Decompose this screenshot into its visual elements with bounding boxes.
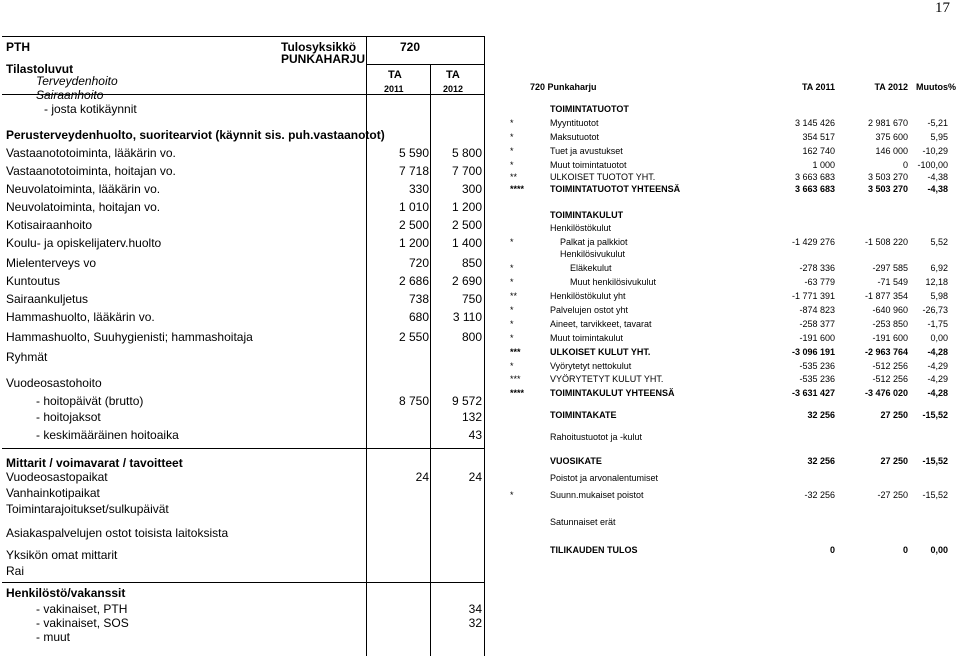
budget-row-c3: -26,73 [922, 305, 948, 315]
left-row-label: Neuvolatoiminta, lääkärin vo. [6, 182, 161, 196]
budget-row-c2: -71 549 [877, 277, 908, 287]
budget-row-c1: 162 740 [802, 146, 835, 156]
budget-row-c1: 0 [829, 545, 835, 555]
section-divider [2, 448, 485, 449]
budget-row-c2: 0 [902, 545, 908, 555]
left-row-label: Yksikön omat mittarit [6, 548, 118, 562]
left-row-label: Hammashuolto, lääkärin vo. [6, 310, 155, 324]
unit-code: 720 [400, 40, 421, 54]
left-row-label: - hoitojaksot [36, 410, 101, 424]
budget-row-label: VYÖRYTETYT KULUT YHT. [550, 374, 664, 384]
budget-row-label: Muut toimintatuotot [550, 160, 627, 170]
budget-row-label: Maksutuotot [550, 132, 600, 142]
budget-row-c2: 375 600 [875, 132, 908, 142]
left-row-label: Kuntoutus [6, 274, 61, 288]
budget-row-c1: -874 823 [799, 305, 835, 315]
budget-row-label: VUOSIKATE [550, 456, 602, 466]
budget-row-label: TOIMINTATUOTOT [550, 104, 629, 114]
budget-row-c1: -3 096 191 [791, 347, 835, 357]
budget-row-c3: 5,98 [930, 291, 948, 301]
budget-row-c3: -4,28 [927, 347, 948, 357]
budget-row-c1: -535 236 [799, 361, 835, 371]
budget-row-c2: -2 963 764 [864, 347, 908, 357]
budget-row-c3: 6,92 [930, 263, 948, 273]
left-row-ta2011: 680 [408, 310, 429, 324]
budget-row-c2: -3 476 020 [864, 388, 908, 398]
left-row-ta2012: 1 400 [451, 236, 482, 250]
budget-row-label: Aineet, tarvikkeet, tavarat [550, 319, 652, 329]
budget-row-c1: 3 145 426 [794, 118, 835, 128]
budget-row-c1: 3 663 683 [794, 184, 835, 194]
budget-row-c2: 2 981 670 [867, 118, 908, 128]
left-row-ta2012: 2 500 [451, 218, 482, 232]
budget-row-label: Suunn.mukaiset poistot [550, 490, 644, 500]
left-statistics-table [2, 36, 485, 656]
budget-row-c3: -100,00 [917, 160, 948, 170]
budget-row-c3: -4,29 [927, 374, 948, 384]
budget-row-c1: -535 236 [799, 374, 835, 384]
left-row-label: Vuodeosastohoito [6, 376, 102, 390]
left-row-ta2011: 720 [408, 256, 429, 270]
left-row-label: Vuodeosastopaikat [6, 470, 108, 484]
budget-row-c2: 3 503 270 [867, 172, 908, 182]
left-row-ta2012: 34 [468, 602, 482, 616]
budget-col1-header: TA 2011 [801, 82, 835, 92]
budget-row-marker: ** [510, 291, 518, 301]
budget-row-marker: * [510, 146, 514, 156]
budget-row-label: Poistot ja arvonalentumiset [550, 473, 659, 483]
budget-row-label: TILIKAUDEN TULOS [550, 545, 638, 555]
left-row-label: - muut [36, 630, 71, 644]
col2-header-ta: TA [446, 69, 460, 81]
budget-row-c1: -258 377 [799, 319, 835, 329]
left-row-label: Sairaanhoito [36, 88, 104, 102]
budget-row-c2: 0 [902, 160, 908, 170]
budget-row-marker: * [510, 263, 514, 273]
budget-row-label: Satunnaiset erät [550, 517, 616, 527]
budget-row-c2: -512 256 [872, 374, 908, 384]
budget-row-c1: 354 517 [802, 132, 835, 142]
budget-row-label: TOIMINTAKULUT [550, 210, 624, 220]
budget-col3-header: Muutos% [916, 82, 956, 92]
left-row-ta2012: 850 [461, 256, 482, 270]
left-row-ta2012: 43 [468, 428, 482, 442]
left-row-label: Kotisairaanhoito [6, 218, 93, 232]
budget-unit-header: 720 Punkaharju [530, 82, 597, 92]
budget-row-marker: * [510, 361, 514, 371]
left-row-label: Mittarit / voimavarat / tavoitteet [6, 456, 183, 470]
table-top-border [2, 36, 485, 37]
budget-row-label: Vyörytetyt nettokulut [550, 361, 632, 371]
budget-row-c3: -15,52 [922, 490, 948, 500]
left-row-ta2011: 1 010 [398, 200, 429, 214]
left-row-label: Henkilöstö/vakanssit [6, 586, 126, 600]
left-row-label: - josta kotikäynnit [44, 102, 137, 116]
budget-row-label: ULKOISET KULUT YHT. [550, 347, 651, 357]
budget-row-c3: -4,38 [927, 184, 948, 194]
budget-row-c2: 27 250 [880, 410, 908, 420]
budget-row-marker: *** [510, 347, 521, 357]
left-row-label: Tilastoluvut [6, 62, 74, 76]
left-row-ta2012: 24 [468, 470, 482, 484]
left-row-ta2012: 3 110 [452, 310, 482, 324]
budget-row-c2: 27 250 [880, 456, 908, 466]
budget-row-c3: -1,75 [927, 319, 948, 329]
left-row-label: Perusterveydenhuolto, suoritearviot (käynnit sis. puh.vastaanotot) [6, 128, 385, 142]
table-right-border [484, 36, 485, 656]
budget-row-label: Henkilösivukulut [560, 249, 626, 259]
left-row-label: - keskimääräinen hoitoaika [36, 428, 179, 442]
budget-row-label: TOIMINTAKATE [550, 410, 617, 420]
left-row-ta2012: 132 [461, 410, 482, 424]
budget-row-label: ULKOISET TUOTOT YHT. [550, 172, 656, 182]
budget-row-marker: * [510, 132, 514, 142]
left-row-label: Sairaankuljetus [6, 292, 89, 306]
left-row-label: - vakinaiset, SOS [36, 616, 129, 630]
budget-row-c1: -1 429 276 [791, 237, 835, 247]
page-number: 17 [935, 0, 950, 16]
budget-row-c2: -27 250 [877, 490, 908, 500]
budget-row-c2: 3 503 270 [867, 184, 908, 194]
budget-row-label: Henkilöstökulut yht [550, 291, 626, 301]
budget-row-label: TOIMINTATUOTOT YHTEENSÄ [550, 184, 681, 194]
left-row-ta2012: 2 690 [451, 274, 482, 288]
left-row-ta2012: 9 572 [451, 394, 482, 408]
left-row-ta2012: 32 [468, 616, 482, 630]
budget-row-c1: -278 336 [799, 263, 835, 273]
left-row-label: Vastaanototoiminta, hoitajan vo. [6, 164, 176, 178]
budget-row-c3: -4,28 [927, 388, 948, 398]
budget-row-marker: * [510, 305, 514, 315]
budget-row-c3: -4,29 [927, 361, 948, 371]
budget-row-c2: -512 256 [872, 361, 908, 371]
left-row-label: Terveydenhoito [36, 74, 118, 88]
left-row-ta2011: 738 [408, 292, 429, 306]
left-row-ta2012: 1 200 [451, 200, 482, 214]
budget-row-marker: **** [510, 388, 525, 398]
left-row-label: - vakinaiset, PTH [36, 602, 128, 616]
left-row-ta2012: 800 [461, 330, 482, 344]
left-row-label: Ryhmät [6, 350, 48, 364]
budget-row-label: Muut toimintakulut [550, 333, 624, 343]
budget-row-c2: -1 508 220 [864, 237, 908, 247]
left-row-label: - hoitopäivät (brutto) [36, 394, 144, 408]
budget-row-c3: -15,52 [922, 456, 948, 466]
budget-row-label: Muut henkilösivukulut [570, 277, 657, 287]
budget-row-label: Eläkekulut [570, 263, 612, 273]
budget-row-label: TOIMINTAKULUT YHTEENSÄ [550, 388, 675, 398]
budget-row-c1: 3 663 683 [794, 172, 835, 182]
budget-row-c2: 146 000 [875, 146, 908, 156]
col2-header-year: 2012 [443, 84, 464, 94]
budget-row-c3: 0,00 [930, 333, 948, 343]
budget-row-marker: * [510, 118, 514, 128]
left-row-ta2011: 2 550 [398, 330, 429, 344]
budget-row-c1: -63 779 [804, 277, 835, 287]
unit-label: Tulosyksikkö [281, 40, 357, 54]
org-label: PTH [6, 40, 30, 54]
left-row-ta2011: 1 200 [398, 236, 429, 250]
col1-header-year: 2011 [384, 84, 404, 94]
budget-row-c3: 0,00 [930, 545, 948, 555]
section-divider-2 [2, 582, 485, 583]
left-row-label: Mielenterveys vo [6, 256, 97, 270]
budget-col2-header: TA 2012 [874, 82, 908, 92]
left-row-label: Neuvolatoiminta, hoitajan vo. [6, 200, 161, 214]
unit-name: PUNKAHARJU [281, 52, 366, 66]
budget-row-c3: 5,52 [930, 237, 948, 247]
header-mid-line [366, 64, 484, 65]
budget-row-c3: -10,29 [922, 146, 948, 156]
budget-row-c1: -3 631 427 [791, 388, 835, 398]
budget-row-marker: ** [510, 172, 518, 182]
budget-row-c3: -5,21 [927, 118, 948, 128]
budget-row-label: Palvelujen ostot yht [550, 305, 629, 315]
left-row-ta2011: 2 686 [398, 274, 429, 288]
left-row-ta2011: 7 718 [398, 164, 429, 178]
budget-row-marker: **** [510, 184, 525, 194]
left-row-ta2011: 24 [415, 470, 429, 484]
budget-row-c3: -15,52 [922, 410, 948, 420]
left-row-label: Asiakaspalvelujen ostot toisista laitoksista [6, 526, 229, 540]
left-row-ta2011: 5 590 [398, 146, 429, 160]
left-row-label: Vanhainkotipaikat [6, 486, 100, 500]
left-row-ta2012: 750 [461, 292, 482, 306]
left-row-label: Vastaanototoiminta, lääkärin vo. [6, 146, 176, 160]
budget-row-marker: * [510, 490, 514, 500]
budget-row-c1: -32 256 [804, 490, 835, 500]
budget-row-c3: -4,38 [927, 172, 948, 182]
budget-row-label: Palkat ja palkkiot [560, 237, 628, 247]
budget-row-c1: 32 256 [807, 410, 835, 420]
budget-row-marker: * [510, 277, 514, 287]
budget-row-marker: * [510, 319, 514, 329]
budget-row-c2: -640 960 [872, 305, 908, 315]
budget-row-marker: * [510, 333, 514, 343]
left-row-label: Toimintarajoitukset/sulkupäivät [6, 502, 169, 516]
budget-row-c1: 1 000 [812, 160, 835, 170]
budget-row-label: Henkilöstökulut [550, 223, 612, 233]
left-row-ta2011: 330 [408, 182, 429, 196]
budget-row-c2: -297 585 [872, 263, 908, 273]
budget-row-label: Tuet ja avustukset [550, 146, 623, 156]
budget-row-c1: -191 600 [799, 333, 835, 343]
budget-row-c1: 32 256 [807, 456, 835, 466]
left-row-label: Rai [6, 564, 25, 578]
budget-row-c3: 12,18 [925, 277, 948, 287]
budget-row-marker: * [510, 237, 514, 247]
left-row-ta2011: 2 500 [398, 218, 429, 232]
budget-row-label: Myyntituotot [550, 118, 599, 128]
budget-row-c3: 5,95 [930, 132, 948, 142]
left-row-label: Hammashuolto, Suuhygienisti; hammashoitaja [6, 330, 253, 344]
left-row-ta2012: 300 [461, 182, 482, 196]
budget-row-c2: -253 850 [872, 319, 908, 329]
budget-row-label: Rahoitustuotot ja -kulut [550, 432, 643, 442]
left-row-label: Koulu- ja opiskelijaterv.huolto [6, 236, 162, 250]
left-row-ta2011: 8 750 [398, 394, 429, 408]
budget-row-c1: -1 771 391 [791, 291, 835, 301]
col1-header-ta: TA [388, 69, 402, 81]
budget-row-marker: *** [510, 374, 521, 384]
budget-row-c2: -191 600 [872, 333, 908, 343]
left-row-ta2012: 7 700 [451, 164, 482, 178]
budget-row-c2: -1 877 354 [864, 291, 908, 301]
budget-row-marker: * [510, 160, 514, 170]
left-row-ta2012: 5 800 [451, 146, 482, 160]
